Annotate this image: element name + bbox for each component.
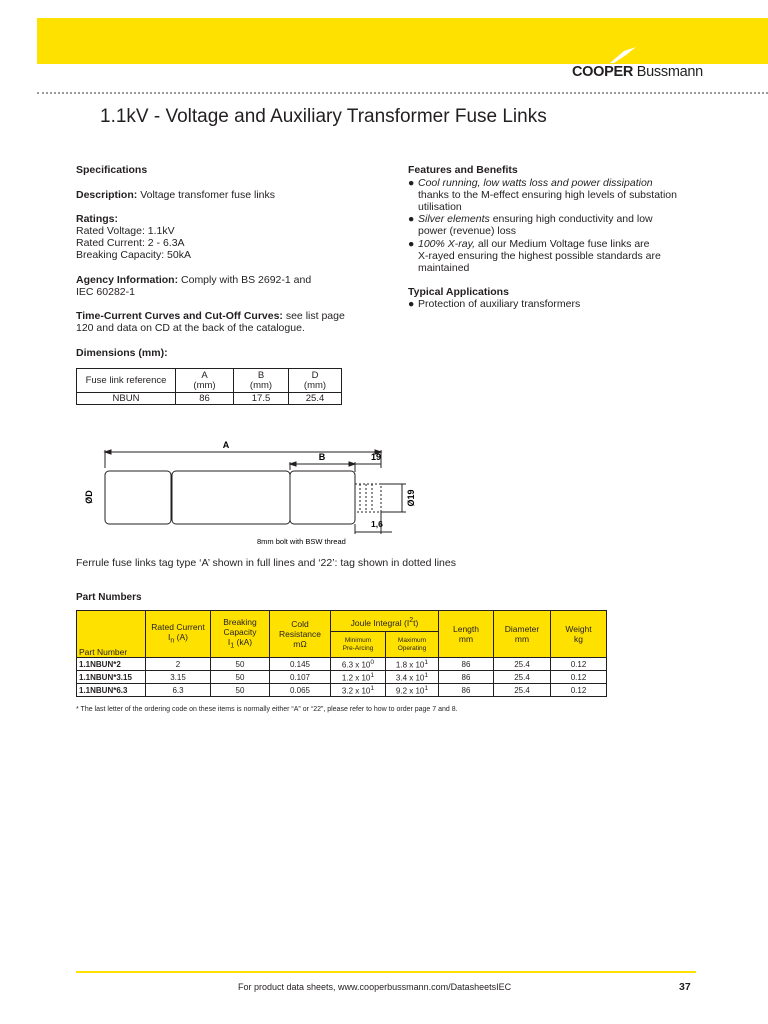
label-b: B (318, 452, 326, 462)
cell-length: 86 (439, 671, 494, 684)
agency-line-1 (76, 274, 311, 287)
table-row (77, 671, 607, 684)
cell-weight: 0.12 (551, 684, 607, 697)
footer-text: For product data sheets, www.cooperbussmann.com/DatasheetsIEC (238, 982, 512, 992)
curves-line-1 (76, 310, 345, 323)
header-weight-unit: kg (574, 634, 583, 644)
cell-breaking: 50 (211, 658, 270, 671)
cell-max (386, 684, 439, 697)
header-breaking-1: Breaking (223, 617, 257, 628)
cell-min-exp: 1 (370, 684, 375, 692)
breaking-capacity: Breaking Capacity: 50kA (76, 249, 191, 261)
footer-rule (76, 971, 696, 973)
cell-diameter: 25.4 (494, 684, 551, 697)
fuse-cap-left (105, 471, 171, 524)
table-row (77, 658, 607, 671)
header-length (439, 611, 494, 658)
curves-text-1: see list page (285, 310, 345, 322)
feature-3-rest: all our Medium Voltage fuse links are (477, 238, 650, 250)
header-breaking-capacity (211, 611, 270, 658)
agency-label: Agency Information: (76, 274, 179, 286)
cell-max-mantissa: 1.8 x 10 (395, 660, 425, 670)
cell-breaking: 50 (211, 684, 270, 697)
cell-min (331, 684, 386, 697)
feature-3-line-1 (418, 238, 650, 251)
part-numbers-footnote: * The last letter of the ordering code on these items is normally either “A” or “22”, please refer to how to order page 7 and 8. (76, 706, 458, 713)
header-cold-resistance (270, 611, 331, 658)
header-max-2: Operating (397, 644, 427, 652)
table-row (77, 684, 607, 697)
dim-ref: NBUN (77, 393, 176, 405)
header-rated-current-unit: (A) (174, 632, 188, 643)
header-length-label: Length (453, 624, 479, 634)
cell-max-exp: 1 (424, 671, 429, 679)
label-diameter-19: Ø19 (406, 489, 416, 507)
curves-label: Time-Current Curves and Cut-Off Curves: (76, 310, 283, 322)
dim-header-b (234, 369, 289, 393)
feature-1-title: Cool running, low watts loss and power dissipation (418, 177, 653, 189)
dim-b-arrow-right (349, 462, 355, 466)
cell-weight: 0.12 (551, 658, 607, 671)
brand-swoosh-icon (610, 47, 636, 63)
description-label: Description: (76, 189, 138, 201)
header-diameter-label: Diameter (504, 624, 540, 634)
header-rated-current-symbol: I (167, 632, 171, 643)
description-line (76, 189, 275, 202)
header-breaking-unit: (kA) (234, 637, 253, 648)
header-minimum-pre-arcing (331, 632, 386, 658)
agency-line-2: IEC 60282-1 (76, 286, 135, 298)
header-joule-integral (331, 611, 439, 632)
cell-max-exp: 1 (424, 658, 429, 666)
curves-line-2: 120 and data on CD at the back of the catalogue. (76, 322, 305, 334)
dimensions-heading: Dimensions (mm): (76, 347, 168, 359)
dim-b: 17.5 (234, 393, 289, 405)
rated-voltage: Rated Voltage: 1.1kV (76, 225, 175, 237)
header-max-1: Maximum (397, 636, 427, 644)
top-rule (37, 92, 768, 94)
drawing-caption: 8mm bolt with BSW thread (257, 537, 346, 546)
header-weight (551, 611, 607, 658)
cell-cold: 0.107 (270, 671, 331, 684)
cell-breaking: 50 (211, 671, 270, 684)
brand-cooper: COOPER (572, 64, 634, 80)
features-heading: Features and Benefits (408, 164, 518, 176)
feature-3-title: 100% X-ray, (418, 238, 475, 250)
dim-b-arrow-left (290, 462, 296, 466)
cell-part: 1.1NBUN*2 (77, 658, 146, 671)
header-diameter-unit: mm (514, 634, 530, 644)
dim-header-d-unit: (mm) (303, 379, 327, 391)
header-min-1: Minimum (344, 636, 372, 644)
feature-2-title: Silver elements (418, 213, 490, 225)
header-notch (420, 18, 768, 64)
header-min-2: Pre-Arcing (342, 644, 374, 652)
dim-header-ref: Fuse link reference (77, 369, 176, 393)
header-rated-current-label: Rated Current (151, 622, 205, 633)
agency-text-1: Comply with BS 2692-1 and (181, 274, 312, 286)
header-diameter (494, 611, 551, 658)
cell-max-mantissa: 3.4 x 10 (395, 673, 425, 683)
cell-cold: 0.145 (270, 658, 331, 671)
dim-header-b-unit: (mm) (249, 379, 273, 391)
applications-heading: Typical Applications (408, 286, 509, 298)
cell-max-exp: 1 (424, 684, 429, 692)
fuse-dimension-drawing (76, 438, 436, 548)
ratings-heading: Ratings: (76, 213, 118, 225)
cell-min-exp: 0 (370, 658, 375, 666)
cell-cold: 0.065 (270, 684, 331, 697)
label-19: 19 (370, 452, 382, 462)
label-diameter-d: ØD (84, 490, 94, 504)
cell-part: 1.1NBUN*3.15 (77, 671, 146, 684)
dim-header-b-label: B (257, 369, 265, 381)
specifications-heading: Specifications (76, 164, 148, 176)
part-numbers-heading: Part Numbers (76, 592, 142, 603)
cell-current: 3.15 (146, 671, 211, 684)
feature-3-line-2: X-rayed ensuring the highest possible standards are (418, 250, 661, 262)
cell-length: 86 (439, 658, 494, 671)
feature-2-rest: ensuring high conductivity and low (492, 213, 653, 225)
dimensions-table (76, 368, 342, 405)
dim-a: 86 (176, 393, 234, 405)
brand-bussmann: Bussmann (636, 64, 703, 80)
fuse-cap-right (290, 471, 355, 524)
cell-weight: 0.12 (551, 671, 607, 684)
page-title: 1.1kV - Voltage and Auxiliary Transformer Fuse Links (100, 106, 547, 127)
feature-1-line-3: utilisation (418, 201, 462, 213)
bullet-icon: ● (408, 177, 415, 189)
header-rated-current (146, 611, 211, 658)
cell-max-mantissa: 9.2 x 10 (395, 686, 425, 696)
brand-logo (572, 64, 703, 80)
dim-header-a-unit: (mm) (193, 379, 216, 391)
cell-max (386, 658, 439, 671)
header-breaking-2: Capacity (223, 627, 257, 638)
header-joule-end: t) (413, 617, 419, 628)
feature-2-line-1 (418, 213, 653, 226)
fuse-tag-dotted (355, 484, 381, 512)
cell-min-mantissa: 6.3 x 10 (341, 660, 371, 670)
application-1: Protection of auxiliary transformers (418, 298, 581, 310)
bullet-icon: ● (408, 213, 415, 225)
ferrule-note: Ferrule fuse links tag type ‘A’ shown in full lines and ‘22’: tag shown in dotted lines (76, 557, 456, 569)
header-cold-resistance-label: Cold Resistance (278, 619, 322, 639)
feature-3-line-3: maintained (418, 262, 470, 274)
cell-current: 6.3 (146, 684, 211, 697)
cell-min-mantissa: 1.2 x 10 (341, 673, 371, 683)
cell-min-mantissa: 3.2 x 10 (341, 686, 371, 696)
dim-header-d-label: D (311, 369, 319, 381)
feature-2-line-2: power (revenue) loss (418, 225, 517, 237)
header-part-number: Part Number (77, 611, 146, 658)
rated-current: Rated Current: 2 - 6.3A (76, 237, 185, 249)
description-value: Voltage transfomer fuse links (140, 189, 276, 201)
cell-diameter: 25.4 (494, 658, 551, 671)
cell-max (386, 671, 439, 684)
cell-min (331, 671, 386, 684)
dimensions-header-row (77, 369, 342, 393)
header-rated-current-sub: n (170, 636, 175, 645)
header-maximum-operating (386, 632, 439, 658)
cell-min (331, 658, 386, 671)
dim-header-d (289, 369, 342, 393)
header-breaking-sub: 1 (230, 641, 235, 650)
header-joule-label: Joule Integral (I (350, 617, 410, 628)
cell-length: 86 (439, 684, 494, 697)
part-numbers-table (76, 610, 607, 697)
dim-a-arrow-left (105, 450, 111, 454)
header-weight-label: Weight (565, 624, 592, 634)
dimensions-row (77, 393, 342, 405)
header-cold-resistance-unit: mΩ (293, 639, 307, 649)
parts-header-row-1 (77, 611, 607, 632)
dim-header-a-label: A (201, 369, 208, 381)
cell-min-exp: 1 (370, 671, 375, 679)
dim-header-a (176, 369, 234, 393)
bullet-icon: ● (408, 298, 415, 310)
label-a: A (222, 440, 230, 450)
header-length-unit: mm (458, 634, 474, 644)
cell-part: 1.1NBUN*6.3 (77, 684, 146, 697)
header-breaking-symbol: I (227, 637, 231, 648)
feature-1-line-2: thanks to the M-effect ensuring high levels of substation (418, 189, 677, 201)
page-number: 37 (679, 981, 691, 993)
cell-diameter: 25.4 (494, 671, 551, 684)
fuse-body (172, 471, 290, 524)
label-1-6: 1,6 (371, 519, 383, 529)
bullet-icon: ● (408, 238, 415, 250)
dim-d: 25.4 (289, 393, 342, 405)
cell-current: 2 (146, 658, 211, 671)
header-joule-sup: 2 (409, 615, 414, 624)
